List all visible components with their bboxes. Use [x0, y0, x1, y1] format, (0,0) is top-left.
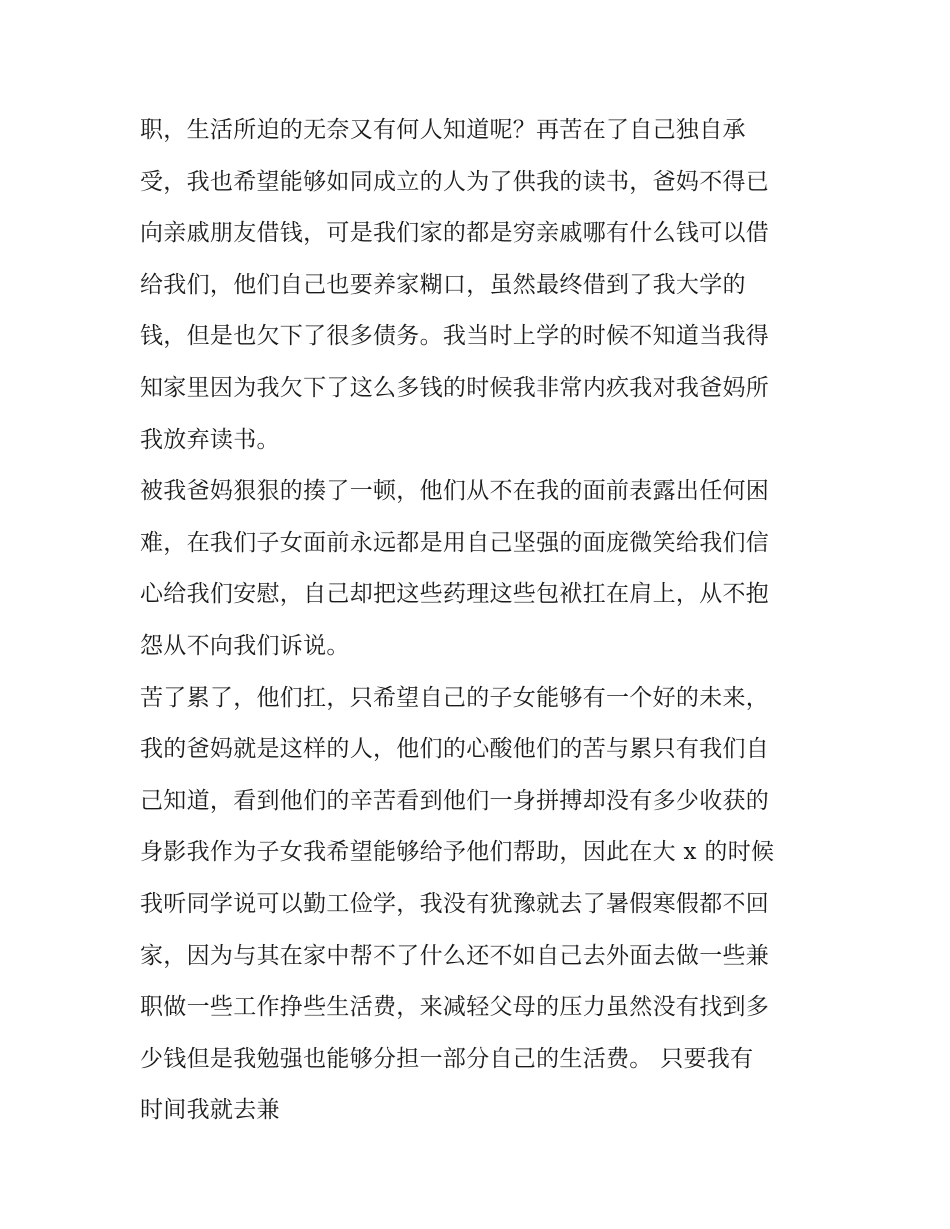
text-line: 职做一些工作挣些生活费，来减轻父母的压力虽然没有找到多 — [140, 994, 770, 1021]
text-line: 受，我也希望能够如同成立的人为了供我的读书，爸妈不得已 — [140, 168, 770, 195]
text-line: 向亲戚朋友借钱，可是我们家的都是穷亲戚哪有什么钱可以借 — [140, 220, 770, 247]
text-line: 我的爸妈就是这样的人，他们的心酸他们的苦与累只有我们自 — [140, 736, 770, 763]
text-line: 家，因为与其在家中帮不了什么还不如自己去外面去做一些兼 — [140, 942, 770, 969]
text-line: 苦了累了，他们扛，只希望自己的子女能够有一个好的未来， — [140, 684, 770, 711]
text-line: 难，在我们子女面前永远都是用自己坚强的面庞微笑给我们信 — [140, 529, 770, 556]
text-line: 少钱但是我勉强也能够分担一部分自己的生活费。 只要我有 — [140, 1045, 754, 1072]
text-line: 知家里因为我欠下了这么多钱的时候我非常内疚我对我爸妈所 — [140, 374, 770, 401]
text-line: 给我们，他们自己也要养家糊口，虽然最终借到了我大学的 — [140, 271, 746, 298]
text-line: 己知道，看到他们的辛苦看到他们一身拼搏却没有多少收获的 — [140, 787, 770, 814]
text-line: 怨从不向我们诉说。 — [140, 632, 350, 659]
text-line: 职，生活所迫的无奈又有何人知道呢？再苦在了自己独自承 — [140, 117, 746, 143]
text-line: 心给我们安慰，自己却把这些药理这些包袱扛在肩上，从不抱 — [140, 581, 770, 608]
text-line: 身影我作为子女我希望能够给予他们帮助，因此在大 x 的时候 — [140, 839, 775, 866]
text-line: 被我爸妈狠狠的揍了一顿，他们从不在我的面前表露出任何困 — [140, 478, 770, 505]
text-line: 钱，但是也欠下了很多债务。我当时上学的时候不知道当我得 — [140, 323, 770, 350]
text-line: 我听同学说可以勤工俭学，我没有犹豫就去了暑假寒假都不回 — [140, 890, 770, 917]
text-line: 时间我就去兼 — [140, 1097, 280, 1124]
text-line: 我放弃读书。 — [140, 426, 280, 453]
body-text — [140, 105, 820, 1137]
